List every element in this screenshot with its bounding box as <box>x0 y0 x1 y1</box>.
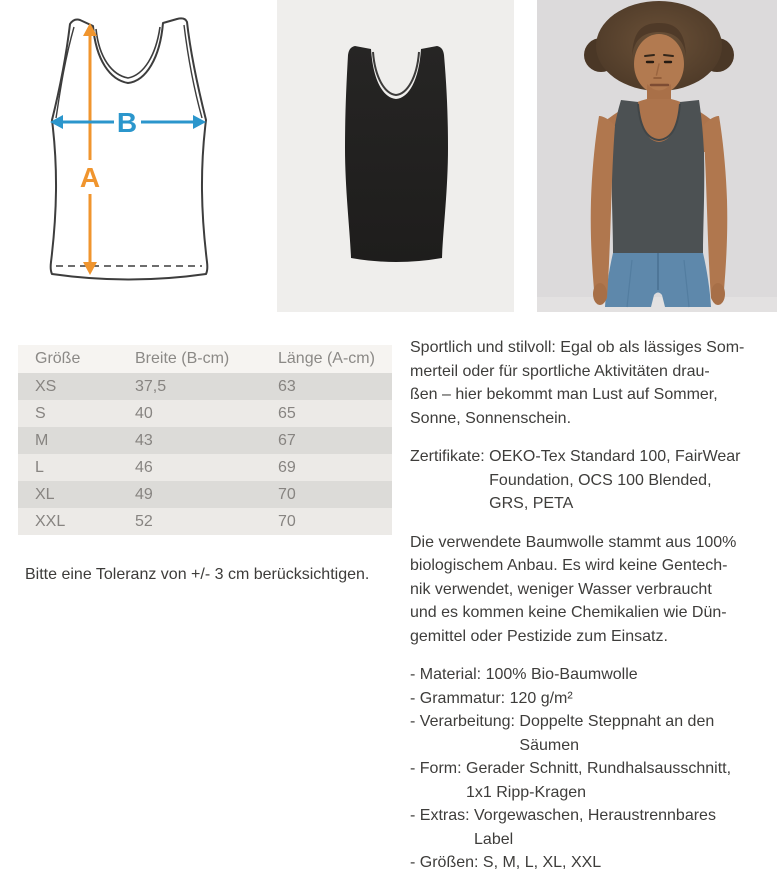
certificates-line: Foundation, OCS 100 Blended, <box>489 471 712 489</box>
detail-line: S, M, L, XL, XXL <box>482 854 602 871</box>
detail-line: Vorgewaschen, Heraustrennbares <box>474 807 716 824</box>
certificates-line: GRS, PETA <box>489 495 574 512</box>
size-table-header-row <box>18 345 392 373</box>
list-item <box>410 757 774 804</box>
list-item <box>410 663 774 687</box>
list-item <box>410 804 774 851</box>
size-table-header-size: Größe <box>35 350 81 367</box>
detail-label: - Verarbeitung: <box>410 713 520 730</box>
model-photo <box>537 0 777 312</box>
table-row <box>18 481 392 508</box>
certificates-line: OEKO-Tex Standard 100, FairWear <box>489 448 741 465</box>
detail-label: - Größen: <box>410 854 483 871</box>
list-item <box>410 710 774 757</box>
intro-paragraph <box>410 336 774 430</box>
detail-label: - Extras: <box>410 807 475 824</box>
cotton-line: Die verwendete Baumwolle stammt aus 100% <box>410 533 737 551</box>
product-details-list <box>410 663 774 873</box>
tank-outline <box>51 18 208 279</box>
cell-length: 65 <box>278 404 296 422</box>
detail-label: - Material: <box>410 666 486 683</box>
list-item <box>410 851 774 873</box>
intro-line: Sportlich und stilvoll: Egal ob als lässiges Som- <box>410 339 745 356</box>
cell-size: XL <box>35 485 55 503</box>
cell-size: M <box>35 431 49 449</box>
cell-length: 69 <box>278 458 296 476</box>
intro-line: ßen – hier bekommt man Lust auf Sommer, <box>410 386 718 403</box>
table-row <box>18 373 392 400</box>
cotton-line: und es kommen keine Chemikalien wie Dün- <box>410 604 727 621</box>
product-description <box>410 336 774 873</box>
detail-line: Säumen <box>519 736 579 754</box>
photo-floor <box>537 297 777 312</box>
certificates-lines <box>489 445 774 516</box>
cotton-line: biologischem Anbau. Es wird keine Gentech- <box>410 557 728 574</box>
size-table-header-length: Länge (A-cm) <box>278 350 375 367</box>
detail-line: 120 g/m² <box>509 689 573 707</box>
cell-width: 43 <box>135 431 153 449</box>
detail-line: 1x1 Ripp-Kragen <box>466 783 587 801</box>
size-table-header-width: Breite (B-cm) <box>135 350 230 367</box>
cell-length: 70 <box>278 485 296 503</box>
cotton-line: nik verwendet, weniger Wasser verbraucht <box>410 580 712 598</box>
cell-size: L <box>35 458 44 476</box>
cell-length: 67 <box>278 431 296 449</box>
cell-size: S <box>35 404 46 422</box>
cell-width: 37,5 <box>135 377 167 395</box>
black-tank-shape <box>345 46 448 262</box>
cell-width: 52 <box>135 512 153 530</box>
detail-line: Doppelte Steppnaht an den <box>519 713 715 730</box>
tolerance-note: Bitte eine Toleranz von +/- 3 cm berücksichtigen. <box>25 566 370 583</box>
cotton-line: gemittel oder Pestizide zum Einsatz. <box>410 627 668 645</box>
cell-width: 46 <box>135 458 153 476</box>
product-photo-black <box>277 0 514 312</box>
table-row <box>18 400 392 427</box>
model-photo-graphic <box>537 0 777 312</box>
intro-line: Sonne, Sonnenschein. <box>410 409 572 427</box>
tank-top-diagram <box>30 8 245 301</box>
detail-line: Label <box>474 830 514 848</box>
list-item <box>410 687 774 711</box>
cell-width: 40 <box>135 404 153 422</box>
measure-label-a: A <box>79 162 101 193</box>
cell-size: XS <box>35 377 57 395</box>
size-table <box>18 345 392 535</box>
size-diagram-image <box>30 8 245 301</box>
detail-label: - Form: <box>410 760 466 777</box>
cotton-paragraph <box>410 531 774 649</box>
detail-line: 100% Bio-Baumwolle <box>485 666 638 683</box>
intro-line: merteil oder für sportliche Aktivitäten drau- <box>410 362 710 380</box>
cell-width: 49 <box>135 485 153 503</box>
certificates-label: Zertifikate: <box>410 448 490 465</box>
cell-length: 63 <box>278 377 296 395</box>
black-tank-photo <box>277 0 514 312</box>
cell-size: XXL <box>35 512 66 530</box>
detail-line: Gerader Schnitt, Rundhalsausschnitt, <box>466 760 732 777</box>
detail-label: - Grammatur: <box>410 689 510 707</box>
cell-length: 70 <box>278 512 296 530</box>
certificates-paragraph <box>410 445 774 516</box>
table-row <box>18 454 392 481</box>
measure-label-b: B <box>116 107 138 138</box>
table-row <box>18 427 392 454</box>
table-row <box>18 508 392 535</box>
